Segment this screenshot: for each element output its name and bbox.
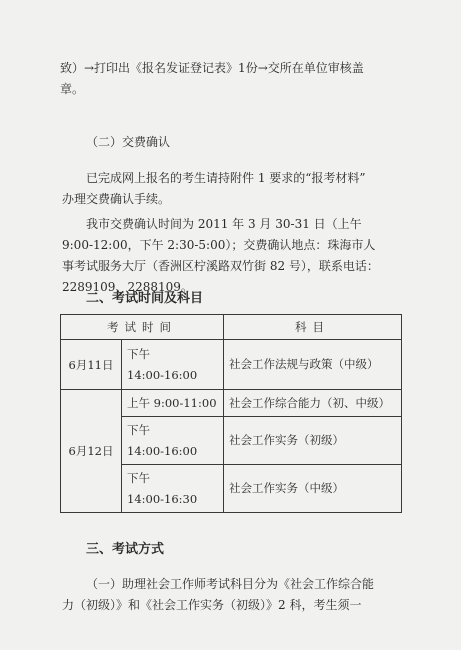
exam-schedule-table <box>60 314 402 513</box>
date-cell: 6月11日 <box>61 340 122 390</box>
header-subject: 科目 <box>224 315 402 340</box>
time-text: 14:00-16:00 <box>127 367 198 382</box>
time-text: 下午 <box>127 470 150 485</box>
time-text: 14:00-16:00 <box>127 443 198 458</box>
paragraph-fee-time-location <box>62 214 402 298</box>
paragraph-exam-method <box>62 574 402 616</box>
paragraph-registration-end <box>60 58 400 100</box>
subheading-fee-confirmation: （二）交费确认 <box>86 135 171 149</box>
table-row <box>61 390 402 417</box>
time-cell <box>122 465 224 513</box>
time-text: 下午 <box>127 346 150 361</box>
subject-cell: 社会工作实务（中级） <box>224 465 402 513</box>
text-line: 章。 <box>60 82 85 96</box>
time-cell <box>122 340 224 390</box>
section-heading-exam-method: 三、考试方式 <box>86 542 165 557</box>
text-line: 我市交费确认时间为 2011 年 3 月 30-31 日（上午 <box>86 217 362 231</box>
text-line: 事考试服务大厅（香洲区柠溪路双竹街 82 号），联系电话： <box>62 259 379 273</box>
subject-cell: 社会工作综合能力（初、中级） <box>224 390 402 417</box>
text-line: （一）助理社会工作师考试科目分为《社会工作综合能 <box>86 577 375 591</box>
time-text: 下午 <box>127 422 150 437</box>
header-exam-time: 考试时间 <box>61 315 224 340</box>
date-cell: 6月12日 <box>61 390 122 513</box>
table-header-row <box>61 315 402 340</box>
text-line: 9:00-12:00，下午 2:30-5:00）；交费确认地点：珠海市人 <box>62 238 376 252</box>
time-cell <box>122 390 224 417</box>
text-line: 已完成网上报名的考生请持附件 1 要求的“报考材料” <box>86 171 366 185</box>
subject-cell: 社会工作实务（初级） <box>224 417 402 465</box>
text-line: 2289109、2288109。 <box>62 280 193 294</box>
text-line: 办理交费确认手续。 <box>62 192 171 206</box>
table-row <box>61 340 402 390</box>
section-heading-exam-schedule: 二、考试时间及科目 <box>86 291 204 306</box>
time-cell <box>122 417 224 465</box>
text-line: 力（初级）》和《社会工作实务（初级）》2 科，考生须一 <box>62 598 362 612</box>
time-text: 14:00-16:30 <box>127 491 198 506</box>
text-line: 致）→打印出《报名发证登记表》1份→交所在单位审核盖 <box>60 61 364 75</box>
time-text: 上午 9:00-11:00 <box>127 395 217 410</box>
subject-cell: 社会工作法规与政策（中级） <box>224 340 402 390</box>
paragraph-fee-instructions <box>62 168 402 210</box>
